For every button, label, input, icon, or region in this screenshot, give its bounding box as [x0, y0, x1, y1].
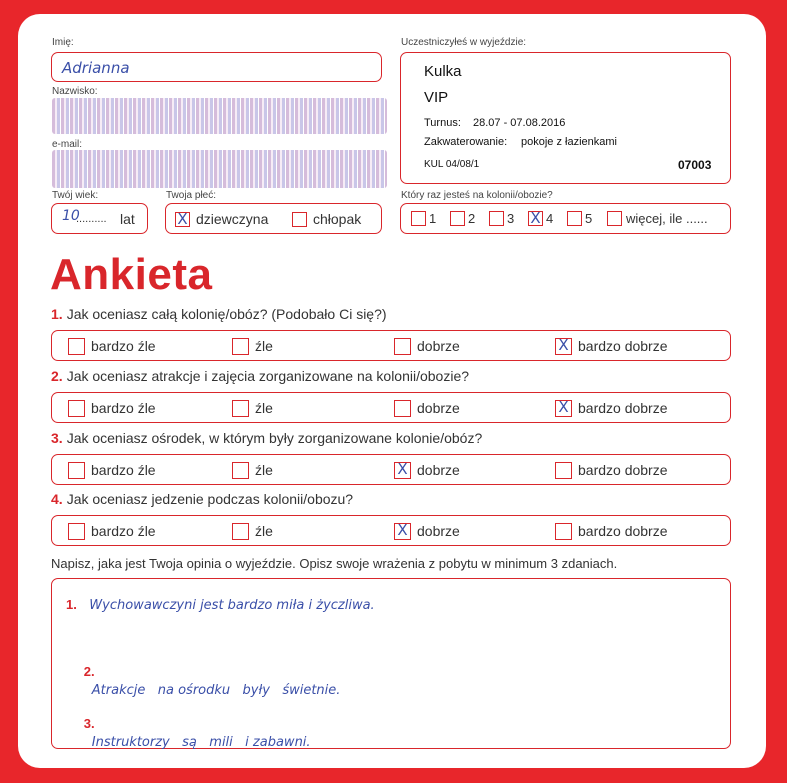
times-more-checkbox[interactable]	[607, 211, 622, 226]
question-2-checkbox-1[interactable]	[68, 400, 85, 417]
opinion-box[interactable]	[51, 578, 731, 749]
question-4-checkbox-4[interactable]	[555, 523, 572, 540]
question-3-checkbox-4[interactable]	[555, 462, 572, 479]
times-option-4[interactable]: X 4	[528, 210, 553, 226]
question-4-option-2[interactable]: źle	[232, 522, 273, 540]
turnus-label: Turnus:	[424, 117, 461, 129]
camp-info-box	[400, 52, 731, 184]
question-1-options	[51, 330, 731, 361]
email-redacted	[52, 150, 387, 188]
times-4-checkbox[interactable]: X	[528, 211, 543, 226]
camp-name: Kulka	[424, 63, 462, 80]
question-2-checkbox-2[interactable]	[232, 400, 249, 417]
question-4: 4. Jak oceniasz jedzenie podczas kolonii/obozu?	[51, 491, 354, 507]
opinion-prompt: Napisz, jaka jest Twoja opinia o wyjeździe. Opisz swoje wrażenia z pobytu w minimum 3 zdaniach.	[51, 556, 618, 571]
question-2: 2. Jak oceniasz atrakcje i zajęcia zorganizowane na kolonii/obozie?	[51, 368, 470, 384]
name-value: Adrianna	[62, 59, 130, 77]
times-option-5[interactable]: 5	[567, 210, 592, 226]
age-value: 10	[62, 208, 80, 224]
gender-label: Twoja płeć:	[166, 190, 217, 201]
question-3-checkbox-1[interactable]	[68, 462, 85, 479]
times-option-2[interactable]: 2	[450, 210, 475, 226]
age-unit: lat	[120, 211, 135, 227]
question-2-option-3[interactable]: dobrze	[394, 399, 460, 417]
question-4-option-1[interactable]: bardzo źle	[68, 522, 156, 540]
times-2-checkbox[interactable]	[450, 211, 465, 226]
question-4-checkbox-1[interactable]	[68, 523, 85, 540]
accommodation-label: Zakwaterowanie:	[424, 136, 508, 148]
age-label: Twój wiek:	[52, 190, 99, 201]
question-1-checkbox-3[interactable]	[394, 338, 411, 355]
question-2-options	[51, 392, 731, 423]
gender-option-female[interactable]: X dziewczyna	[175, 210, 268, 227]
question-3-checkbox-3[interactable]: X	[394, 462, 411, 479]
opinion-line-2: 2. Atrakcje na ośrodku były świetnie.	[83, 664, 341, 698]
question-2-checkbox-4[interactable]: X	[555, 400, 572, 417]
age-field[interactable]	[51, 203, 148, 234]
question-1-checkbox-4[interactable]: X	[555, 338, 572, 355]
times-1-checkbox[interactable]	[411, 211, 426, 226]
question-4-option-4[interactable]: bardzo dobrze	[555, 522, 668, 540]
question-3-option-3[interactable]: X dobrze	[394, 461, 460, 479]
question-4-options	[51, 515, 731, 546]
gender-male-checkbox[interactable]	[292, 212, 307, 227]
camp-number: 07003	[678, 158, 712, 172]
age-dots: ..........	[76, 213, 107, 225]
times-3-checkbox[interactable]	[489, 211, 504, 226]
question-3-option-4[interactable]: bardzo dobrze	[555, 461, 668, 479]
camp-code: KUL 04/08/1	[424, 159, 480, 170]
question-2-option-4[interactable]: X bardzo dobrze	[555, 399, 668, 417]
opinion-line-3: 3. Instruktorzy są mili i zabawni.	[83, 716, 311, 750]
gender-field	[165, 203, 382, 234]
surname-label: Nazwisko:	[52, 86, 98, 97]
surname-redacted	[52, 98, 387, 134]
opinion-line-1: 1. Wychowawczyni jest bardzo miła i życzliwa.	[66, 597, 375, 613]
gender-option-male[interactable]: chłopak	[292, 210, 361, 227]
question-1-checkbox-1[interactable]	[68, 338, 85, 355]
question-3-checkbox-2[interactable]	[232, 462, 249, 479]
question-1-option-2[interactable]: źle	[232, 337, 273, 355]
times-label: Który raz jesteś na kolonii/obozie?	[401, 190, 553, 201]
question-1: 1. Jak oceniasz całą kolonię/obóz? (Podobało Ci się?)	[51, 306, 387, 322]
email-label: e-mail:	[52, 139, 83, 150]
times-option-3[interactable]: 3	[489, 210, 514, 226]
times-option-more[interactable]: więcej, ile ......	[607, 210, 708, 226]
times-5-checkbox[interactable]	[567, 211, 582, 226]
page-title: Ankieta	[50, 250, 213, 299]
question-2-checkbox-3[interactable]	[394, 400, 411, 417]
question-3: 3. Jak oceniasz ośrodek, w którym były zorganizowane kolonie/obóz?	[51, 430, 483, 446]
question-1-option-1[interactable]: bardzo źle	[68, 337, 156, 355]
question-1-option-4[interactable]: X bardzo dobrze	[555, 337, 668, 355]
question-1-option-3[interactable]: dobrze	[394, 337, 460, 355]
question-3-option-2[interactable]: źle	[232, 461, 273, 479]
name-field[interactable]	[51, 52, 382, 82]
question-4-checkbox-2[interactable]	[232, 523, 249, 540]
question-2-option-1[interactable]: bardzo źle	[68, 399, 156, 417]
participant-label: Uczestniczyłeś w wyjeździe:	[401, 37, 527, 48]
name-label: Imię:	[52, 37, 74, 48]
question-4-checkbox-3[interactable]: X	[394, 523, 411, 540]
gender-female-checkbox[interactable]: X	[175, 212, 190, 227]
times-option-1[interactable]: 1	[411, 210, 436, 226]
question-2-option-2[interactable]: źle	[232, 399, 273, 417]
times-field	[400, 203, 731, 234]
question-3-options	[51, 454, 731, 485]
question-3-option-1[interactable]: bardzo źle	[68, 461, 156, 479]
turnus-value: 28.07 - 07.08.2016	[473, 117, 566, 129]
accommodation-value: pokoje z łazienkami	[521, 136, 617, 148]
camp-tier: VIP	[424, 89, 449, 106]
question-4-option-3[interactable]: X dobrze	[394, 522, 460, 540]
question-1-checkbox-2[interactable]	[232, 338, 249, 355]
